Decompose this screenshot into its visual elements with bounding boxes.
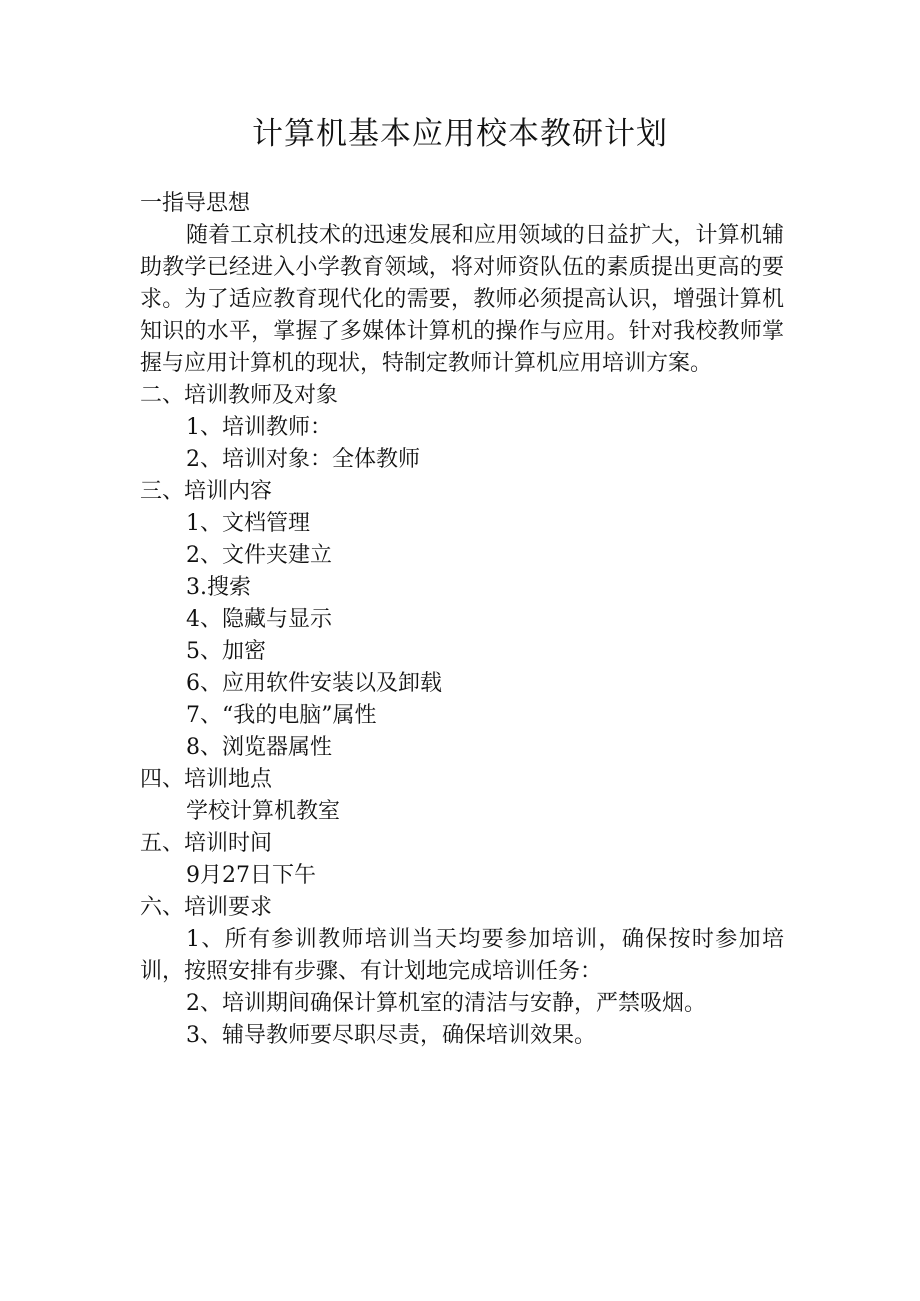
list-item: 1、文档管理 — [186, 511, 310, 536]
list-item: 3.搜索 — [186, 575, 251, 600]
time-text: 9月27日下午 — [186, 863, 316, 888]
section-heading-guiding-thought: 一指导思想 — [140, 191, 251, 216]
section-heading-content: 三、培训内容 — [140, 479, 273, 504]
guiding-thought-paragraph: 随着工京机技术的迅速发展和应用领域的日益扩大，计算机辅助教学已经进入小学教育领域，将对师资队伍的素质提出更高的要求。为了适应教育现代化的需要，教师必须提高认识，增强计算机知识的水平，掌握了多媒体计算机的操作与应用。针对我校教师掌握与应用计算机的现状，特制定教师计算机应用培训方案。 — [140, 223, 784, 376]
list-item: 1、培训教师： — [186, 415, 332, 440]
document-body — [140, 188, 784, 1052]
section-heading-trainers: 二、培训教师及对象 — [140, 383, 339, 408]
document-title: 计算机基本应用校本教研计划 — [252, 116, 668, 152]
list-item: 2、培训对象：全体教师 — [186, 447, 420, 472]
list-item: 7、“我的电脑”属性 — [186, 703, 377, 728]
location-text: 学校计算机教室 — [186, 799, 341, 824]
list-item: 4、隐藏与显示 — [186, 607, 332, 632]
list-item: 5、加密 — [186, 639, 266, 664]
section-heading-time: 五、培训时间 — [140, 831, 273, 856]
list-item: 6、应用软件安装以及卸载 — [186, 671, 442, 696]
list-item: 3、辅导教师要尽职尽责，确保培训效果。 — [186, 1023, 596, 1048]
section-heading-requirements: 六、培训要求 — [140, 895, 273, 920]
section-heading-location: 四、培训地点 — [140, 767, 273, 792]
requirement-paragraph: 1、所有参训教师培训当天均要参加培训，确保按时参加培训，按照安排有步骤、有计划地完成培训任务： — [140, 927, 784, 984]
list-item: 2、培训期间确保计算机室的清洁与安静，严禁吸烟。 — [186, 991, 706, 1016]
list-item: 2、文件夹建立 — [186, 543, 332, 568]
list-item: 8、浏览器属性 — [186, 735, 332, 760]
